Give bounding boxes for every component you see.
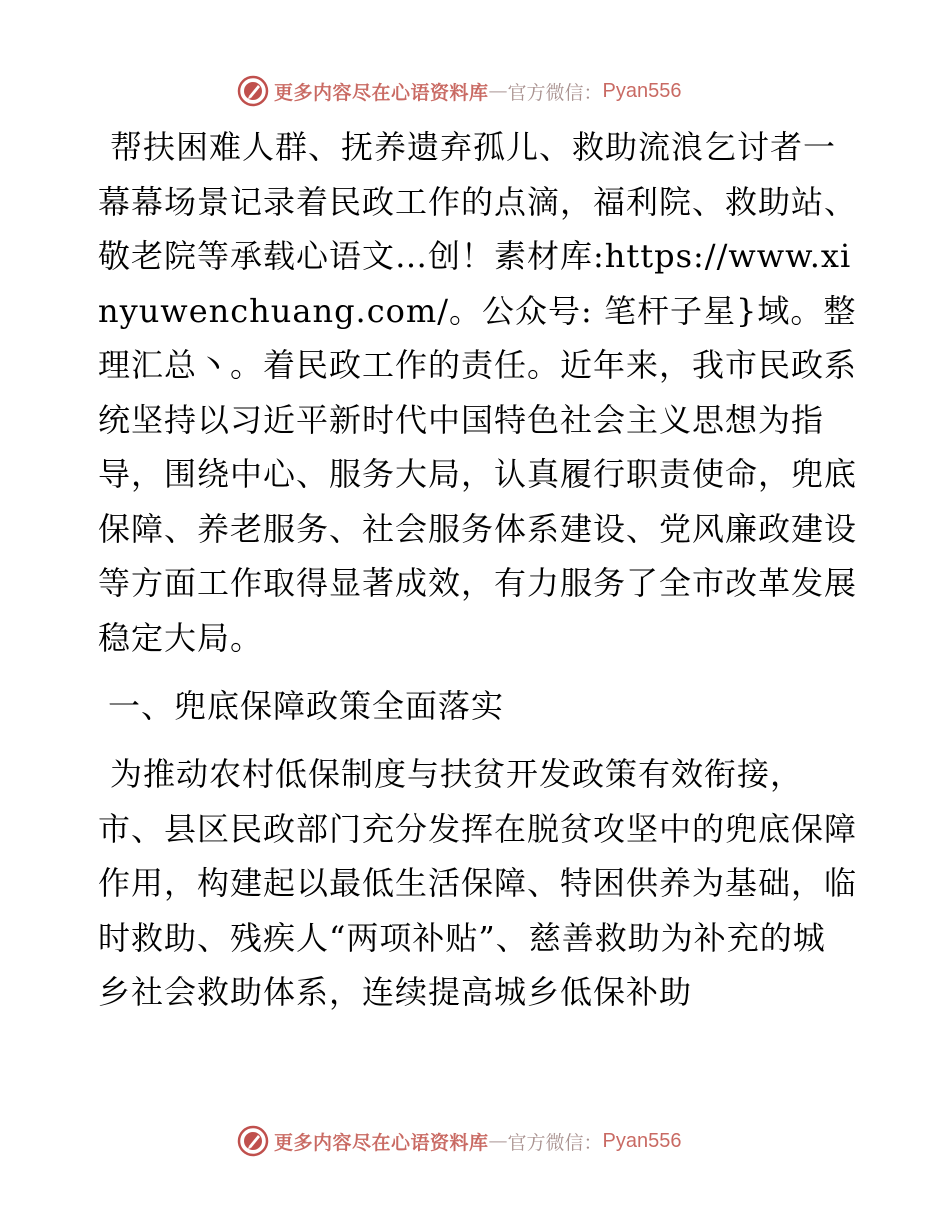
banner-separator: — (488, 1130, 508, 1152)
banner-separator: — (488, 80, 508, 102)
section-heading: 一、兜底保障政策全面落实 (108, 687, 505, 725)
banner-wechat-label: 官方微信： (507, 81, 603, 104)
banner-main-text: 更多内容尽在心语资料库 (274, 1131, 489, 1154)
paragraph-intro: 帮扶困难人群、抚养遗弃孤儿、救助流浪乞讨者一幕幕场景记录着民政工作的点滴，福利院、救助站、敬老院等承载心语文…创！素材库:https://www.xinyuwenchuang.com/。公众号: 笔杆子星}域。整理汇总丶。着民政工作的责任。近年来，我市民政系统坚持以习近平新时代中国特色社会主义思想为指导，围绕中心、服务大局，认真履行职责使命，兜底保障、养老服务、社会服务体系建设、党风廉政建设等方面工作取得显著成效，有力服务了全市改革发展稳定大局。 (98, 128, 858, 657)
pen-logo-icon (236, 74, 270, 108)
footer-watermark-banner (236, 1122, 682, 1160)
pen-logo-icon (236, 1124, 270, 1158)
header-watermark-banner (236, 72, 682, 110)
banner-wechat-label: 官方微信： (507, 1131, 603, 1154)
banner-main-text: 更多内容尽在心语资料库 (274, 81, 489, 104)
banner-wechat-id: Pyan556 (602, 79, 682, 102)
document-body (98, 120, 858, 1020)
banner-wechat-id: Pyan556 (602, 1129, 682, 1152)
paragraph-section-1: 为推动农村低保制度与扶贫开发政策有效衔接，市、县区民政部门充分发挥在脱贫攻坚中的兜底保障作用，构建起以最低生活保障、特困供养为基础，临时救助、残疾人“两项补贴”、慈善救助为补充的城乡社会救助体系，连续提高城乡低保补助 (98, 755, 858, 1011)
